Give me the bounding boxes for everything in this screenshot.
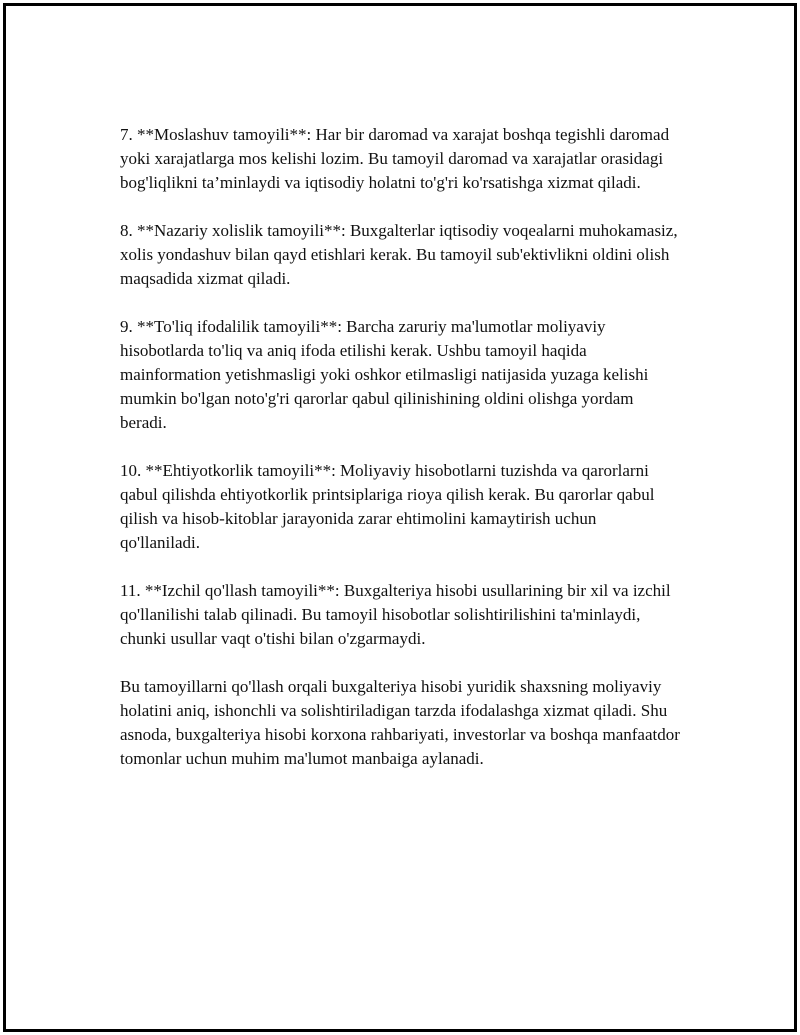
principle-11-paragraph: 11. **Izchil qo'llash tamoyili**: Buxgalteriya hisobi usullarining bir xil va izchil qo'llanilishi talab qilinadi. Bu tamoyil hisobotlar solishtirilishini ta'minlaydi, chunki usullar vaqt o'tishi bilan o'zgarmaydi.	[120, 581, 675, 648]
document-page	[3, 3, 797, 1032]
principle-10-paragraph: 10. **Ehtiyotkorlik tamoyili**: Moliyaviy hisobotlarni tuzishda va qarorlarni qabul qilishda ehtiyotkorlik printsiplariga rioya qilish kerak. Bu qarorlar qabul qilish va hisob-kitoblar jarayonida zarar ehtimolini kamaytirish uchun qo'llaniladi.	[120, 461, 659, 552]
principle-9-paragraph: 9. **To'liq ifodalilik tamoyili**: Barcha zaruriy ma'lumotlar moliyaviy hisobotlarda to'liq va aniq ifoda etilishi kerak. Ushbu tamoyil haqida mainformation yetishmasligi yoki oshkor etilmasligi natijasida yuzaga kelishi mumkin bo'lgan noto'g'ri qarorlar qabul qilinishining oldini olishga yordam beradi.	[120, 317, 653, 432]
principle-8-paragraph: 8. **Nazariy xolislik tamoyili**: Buxgalterlar iqtisodiy voqealarni muhokamasiz, xolis yondashuv bilan qayd etishlari kerak. Bu tamoyil sub'ektivlikni oldini olish maqsadida xizmat qiladi.	[120, 221, 682, 288]
conclusion-paragraph: Bu tamoyillarni qo'llash orqali buxgalteriya hisobi yuridik shaxsning moliyaviy holatini aniq, ishonchli va solishtiriladigan tarzda ifodalashga xizmat qiladi. Shu asnoda, buxgalteriya hisobi korxona rahbariyati, investorlar va boshqa manfaatdor tomonlar uchun muhim ma'lumot manbaiga aylanadi.	[120, 677, 685, 768]
principle-7-paragraph: 7. **Moslashuv tamoyili**: Har bir daromad va xarajat boshqa tegishli daromad yoki xarajatlarga mos kelishi lozim. Bu tamoyil daromad va xarajatlar orasidagi bog'liqlikni ta’minlaydi va iqtisodiy holatni to'g'ri ko'rsatishga xizmat qiladi.	[120, 125, 674, 192]
document-body	[120, 123, 685, 795]
